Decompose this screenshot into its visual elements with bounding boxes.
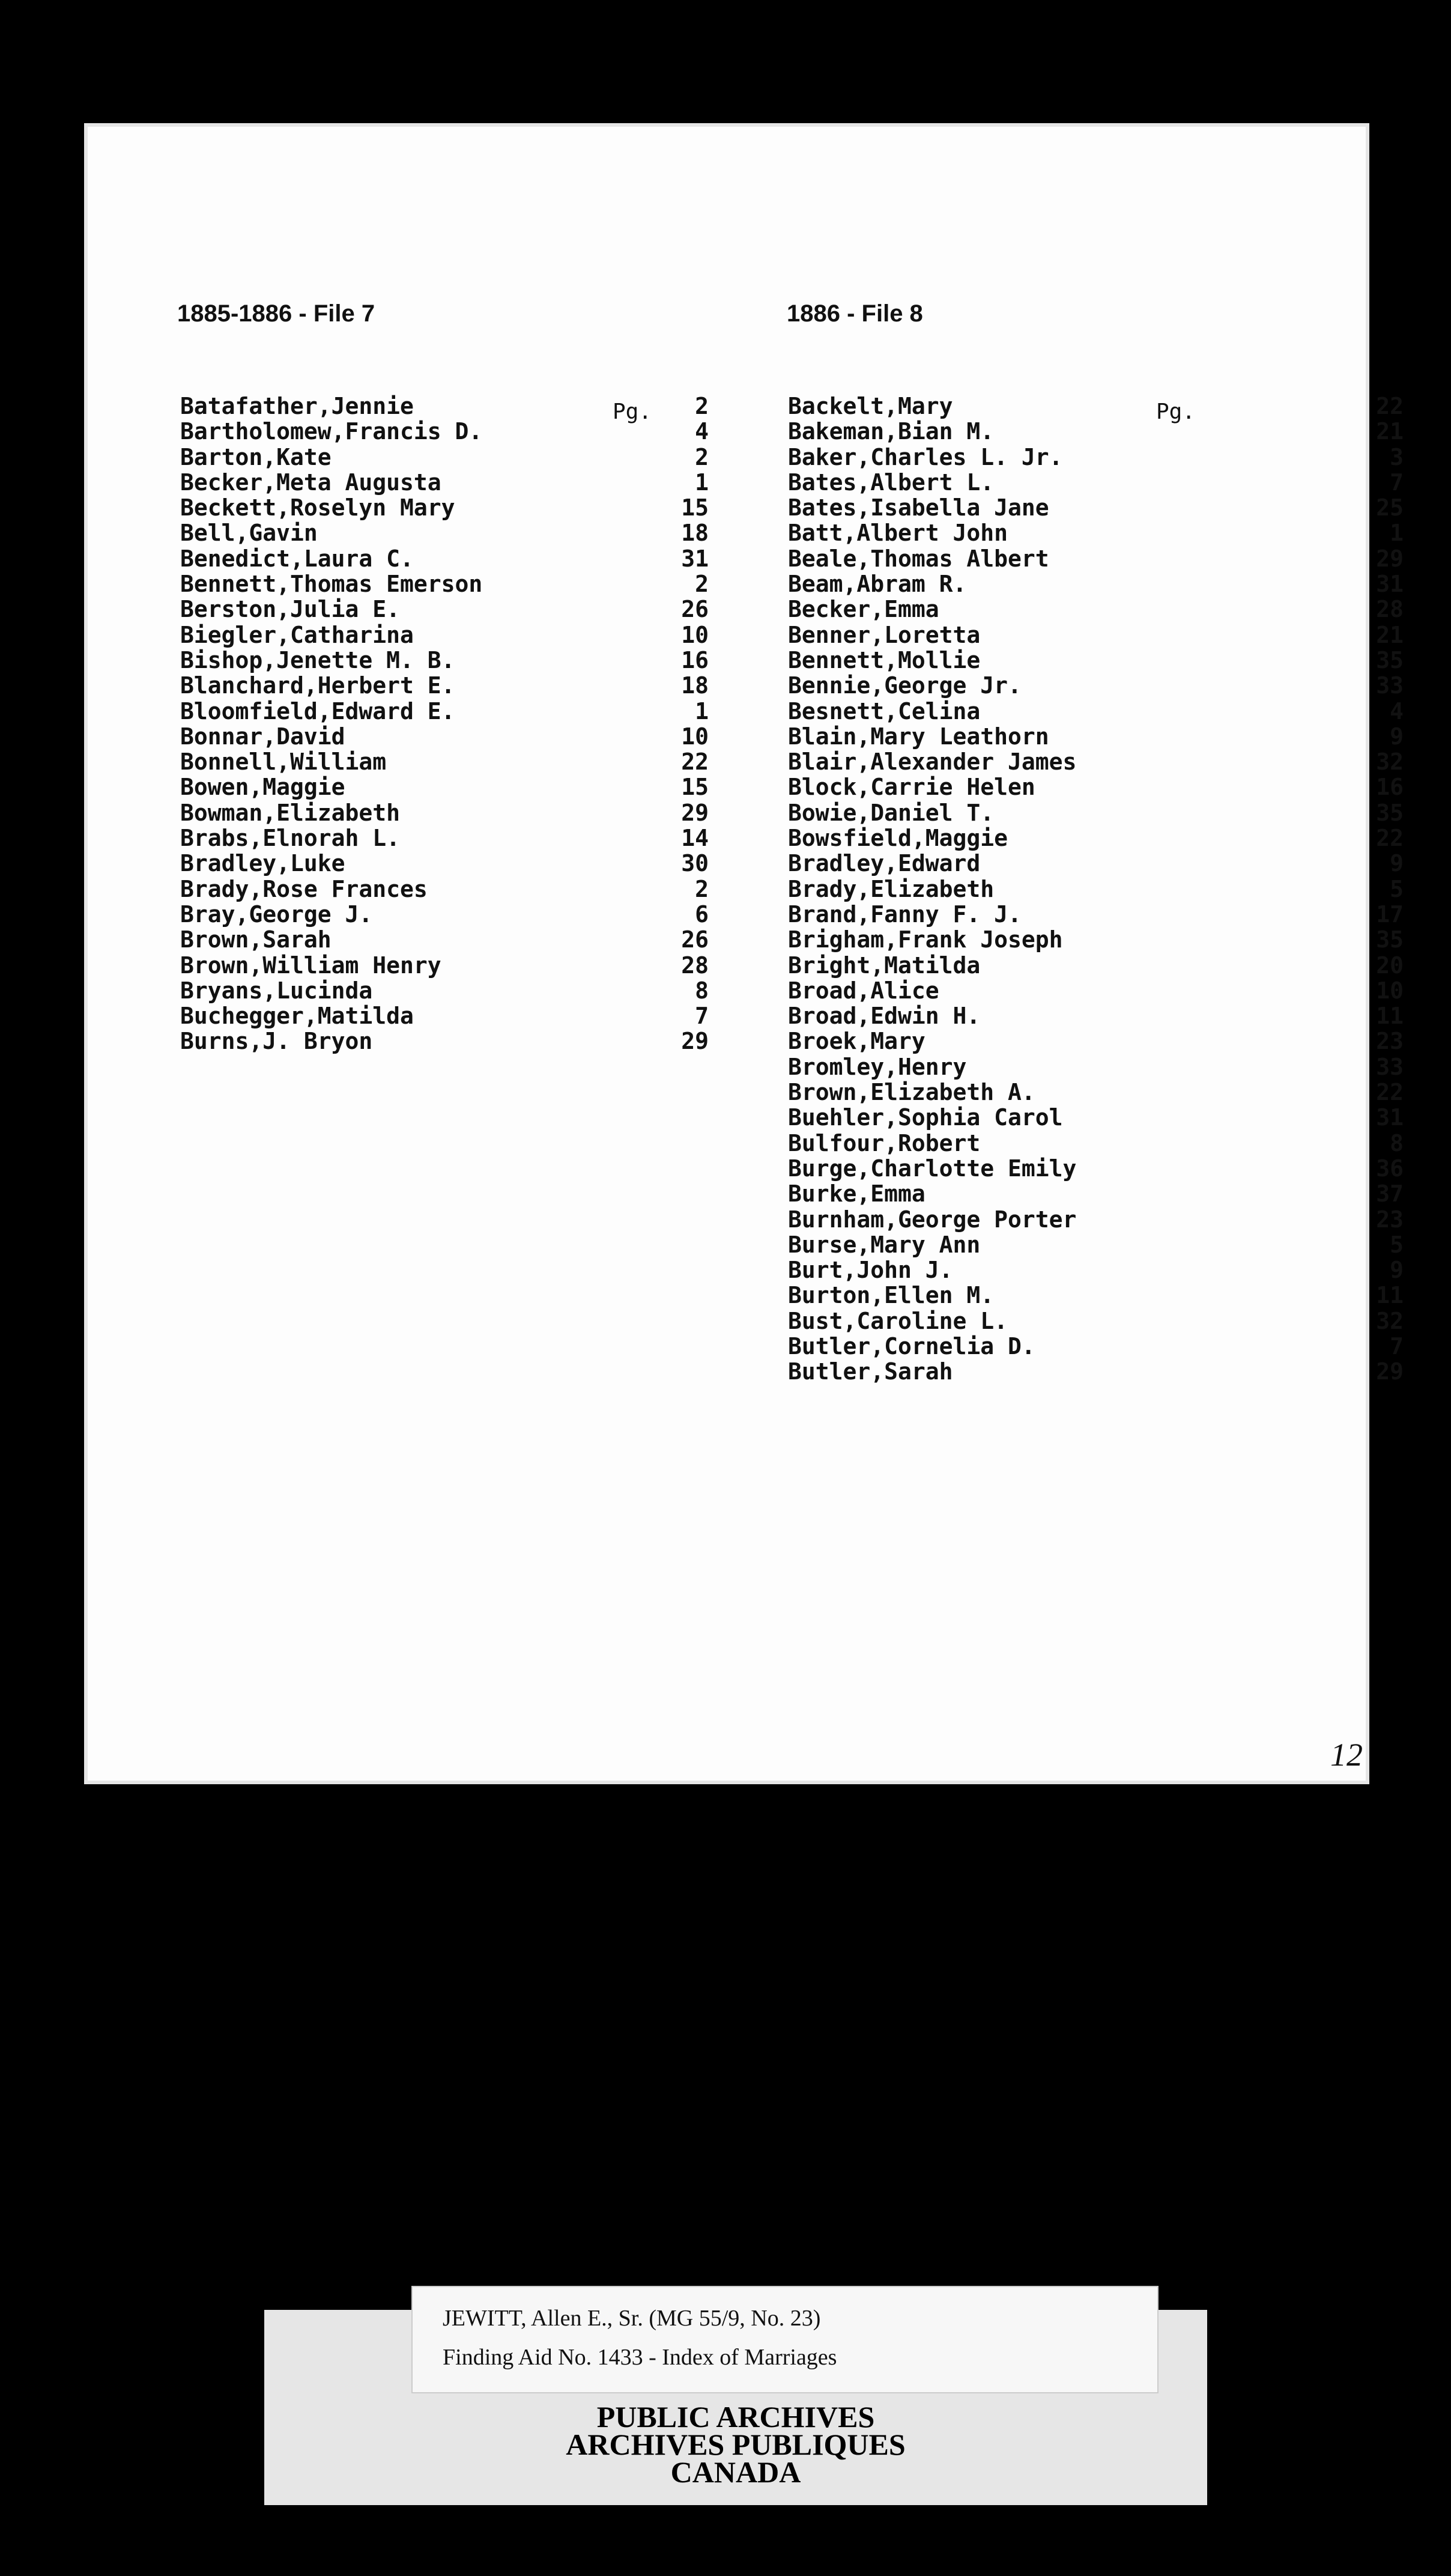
page-number: 12 (1330, 1737, 1363, 1773)
entry-name: Bennett,Mollie (788, 646, 981, 673)
entry-page: 4 (695, 418, 709, 445)
entry-name: Becker,Meta Augusta (180, 469, 441, 496)
index-entry (788, 622, 1404, 648)
index-entry (180, 495, 709, 520)
index-entry (788, 1308, 1404, 1334)
entry-page: 20 (1376, 952, 1404, 979)
index-entry (788, 876, 1404, 902)
card-line-finding-aid: Finding Aid No. 1433 - Index of Marriages (443, 2345, 837, 2370)
index-entry (788, 902, 1404, 927)
index-entry (788, 648, 1404, 673)
entry-name: Besnett,Celina (788, 697, 981, 724)
entry-name: Brady,Elizabeth (788, 875, 995, 902)
entry-page: 18 (681, 520, 709, 547)
entry-name: Blair,Alexander James (788, 749, 1077, 776)
stamp-line-country: CANADA (670, 2455, 801, 2489)
index-entry (788, 1156, 1404, 1181)
index-entry (180, 622, 709, 648)
entry-page: 37 (1376, 1180, 1404, 1208)
entry-page: 16 (681, 646, 709, 673)
entry-name: Biegler,Catharina (180, 621, 414, 648)
entry-page: 1 (695, 469, 709, 496)
stamp-line-french: ARCHIVES PUBLIQUES (566, 2428, 906, 2461)
index-entry (788, 800, 1404, 825)
entry-page: 15 (681, 774, 709, 801)
entry-name: Burns,J. Bryon (180, 1028, 373, 1055)
index-entry (180, 953, 709, 978)
entry-page: 31 (1376, 1104, 1404, 1131)
entry-name: Brady,Rose Frances (180, 875, 428, 902)
index-entry (788, 673, 1404, 698)
index-entry (180, 749, 709, 774)
entry-page: 28 (1376, 596, 1404, 623)
entry-name: Bradley,Luke (180, 850, 345, 877)
entry-name: Baker,Charles L. Jr. (788, 443, 1063, 470)
entry-page: 29 (681, 799, 709, 826)
right-pg-label: Pg. (1156, 399, 1196, 424)
index-entry (788, 978, 1404, 1003)
index-entry (180, 978, 709, 1003)
entry-page: 18 (681, 672, 709, 699)
entry-page: 35 (1376, 926, 1404, 953)
index-entry (788, 1334, 1404, 1359)
entry-page: 25 (1376, 494, 1404, 521)
entry-name: Backelt,Mary (788, 393, 953, 419)
entry-page: 11 (1376, 1003, 1404, 1030)
entry-page: 29 (1376, 1358, 1404, 1385)
entry-name: Bennie,George Jr. (788, 672, 1022, 699)
entry-name: Brown,Sarah (180, 926, 332, 953)
entry-page: 8 (1390, 1129, 1404, 1156)
entry-name: Brown,Elizabeth A. (788, 1079, 1035, 1106)
entry-page: 9 (1390, 723, 1404, 750)
entry-name: Bromley,Henry (788, 1053, 967, 1080)
entry-page: 31 (1376, 571, 1404, 598)
entry-page: 26 (681, 596, 709, 623)
index-entry (788, 546, 1404, 571)
index-entry (788, 851, 1404, 876)
left-index-list (180, 393, 709, 1054)
entry-page: 21 (1376, 621, 1404, 648)
card-line-fonds: JEWITT, Allen E., Sr. (MG 55/9, No. 23) (443, 2306, 821, 2331)
index-entry (180, 571, 709, 597)
entry-page: 3 (1390, 443, 1404, 470)
entry-page: 1 (695, 697, 709, 724)
entry-name: Burge,Charlotte Emily (788, 1155, 1077, 1182)
entry-name: Bowen,Maggie (180, 774, 345, 801)
entry-name: Benner,Loretta (788, 621, 981, 648)
index-entry (788, 1257, 1404, 1283)
index-entry (788, 520, 1404, 545)
index-entry (788, 1105, 1404, 1130)
entry-page: 6 (695, 901, 709, 928)
index-entry (180, 699, 709, 724)
entry-page: 32 (1376, 749, 1404, 776)
entry-page: 30 (681, 850, 709, 877)
index-entry (788, 1028, 1404, 1054)
entry-page: 17 (1376, 901, 1404, 928)
entry-name: Bonnell,William (180, 749, 387, 776)
index-entry (788, 749, 1404, 774)
entry-name: Bartholomew,Francis D. (180, 418, 483, 445)
entry-page: 33 (1376, 1053, 1404, 1080)
index-entry (788, 927, 1404, 952)
index-entry (180, 520, 709, 545)
finding-aid-label (411, 2286, 1159, 2393)
stamp-line-english: PUBLIC ARCHIVES (596, 2400, 875, 2434)
entry-page: 10 (681, 621, 709, 648)
entry-page: 35 (1376, 646, 1404, 673)
entry-page: 10 (681, 723, 709, 750)
entry-page: 9 (1390, 850, 1404, 877)
entry-page: 22 (681, 749, 709, 776)
index-entry (180, 1003, 709, 1028)
right-column-heading: 1886 - File 8 (787, 300, 923, 327)
entry-name: Batt,Albert John (788, 520, 1008, 547)
index-entry (180, 927, 709, 952)
entry-page: 26 (681, 926, 709, 953)
index-entry (788, 1054, 1404, 1080)
index-entry (788, 470, 1404, 495)
entry-page: 1 (1390, 520, 1404, 547)
entry-page: 22 (1376, 393, 1404, 419)
entry-name: Blain,Mary Leathorn (788, 723, 1049, 750)
entry-page: 7 (1390, 469, 1404, 496)
entry-page: 10 (1376, 977, 1404, 1004)
entry-page: 8 (695, 977, 709, 1004)
entry-page: 16 (1376, 774, 1404, 801)
entry-page: 35 (1376, 799, 1404, 826)
entry-name: Bell,Gavin (180, 520, 318, 547)
index-entry (180, 673, 709, 698)
index-entry (180, 648, 709, 673)
index-entry (788, 1003, 1404, 1028)
entry-name: Bakeman,Bian M. (788, 418, 995, 445)
entry-name: Beam,Abram R. (788, 571, 967, 598)
entry-page: 4 (1390, 697, 1404, 724)
index-entry (180, 597, 709, 622)
entry-name: Bennett,Thomas Emerson (180, 571, 483, 598)
index-entry (788, 1359, 1404, 1384)
entry-name: Block,Carrie Helen (788, 774, 1035, 801)
entry-name: Barton,Kate (180, 443, 332, 470)
entry-name: Broad,Alice (788, 977, 939, 1004)
entry-page: 31 (681, 545, 709, 572)
index-entry (180, 800, 709, 825)
index-entry (788, 445, 1404, 470)
right-index-list (788, 393, 1404, 1385)
entry-name: Burton,Ellen M. (788, 1282, 995, 1309)
index-entry (180, 393, 709, 419)
entry-page: 5 (1390, 875, 1404, 902)
entry-page: 22 (1376, 825, 1404, 852)
entry-name: Burke,Emma (788, 1180, 925, 1208)
entry-name: Bright,Matilda (788, 952, 981, 979)
index-entry (788, 1131, 1404, 1156)
index-entry (180, 445, 709, 470)
entry-page: 21 (1376, 418, 1404, 445)
entry-page: 11 (1376, 1282, 1404, 1309)
entry-page: 2 (695, 443, 709, 470)
index-entry (180, 546, 709, 571)
entry-page: 23 (1376, 1206, 1404, 1233)
index-entry (788, 495, 1404, 520)
entry-page: 36 (1376, 1155, 1404, 1182)
entry-page: 29 (1376, 545, 1404, 572)
entry-page: 7 (1390, 1332, 1404, 1359)
entry-name: Brown,William Henry (180, 952, 441, 979)
index-entry (180, 419, 709, 444)
entry-page: 2 (695, 875, 709, 902)
entry-name: Bishop,Jenette M. B. (180, 646, 455, 673)
left-column-heading: 1885-1886 - File 7 (177, 300, 375, 327)
entry-name: Bowie,Daniel T. (788, 799, 995, 826)
index-entry (788, 699, 1404, 724)
entry-name: Bonnar,David (180, 723, 345, 750)
left-pg-label: Pg. (613, 399, 652, 424)
entry-page: 2 (695, 393, 709, 419)
index-entry (788, 419, 1404, 444)
entry-name: Bates,Albert L. (788, 469, 995, 496)
entry-name: Broad,Edwin H. (788, 1003, 981, 1030)
index-entry (788, 1207, 1404, 1232)
entry-page: 22 (1376, 1079, 1404, 1106)
entry-name: Bulfour,Robert (788, 1129, 981, 1156)
entry-name: Brabs,Elnorah L. (180, 825, 401, 852)
archive-card (264, 2306, 1207, 2505)
index-entry (180, 876, 709, 902)
entry-name: Bust,Caroline L. (788, 1307, 1008, 1334)
entry-name: Bloomfield,Edward E. (180, 697, 455, 724)
entry-page: 9 (1390, 1257, 1404, 1284)
entry-name: Broek,Mary (788, 1028, 925, 1055)
entry-page: 33 (1376, 672, 1404, 699)
index-entry (788, 1232, 1404, 1257)
entry-name: Bray,George J. (180, 901, 373, 928)
entry-page: 14 (681, 825, 709, 852)
index-entry (788, 1080, 1404, 1105)
entry-name: Brigham,Frank Joseph (788, 926, 1063, 953)
entry-name: Bryans,Lucinda (180, 977, 373, 1004)
entry-name: Burt,John J. (788, 1257, 953, 1284)
entry-page: 15 (681, 494, 709, 521)
entry-name: Beckett,Roselyn Mary (180, 494, 455, 521)
entry-page: 29 (681, 1028, 709, 1055)
entry-page: 7 (695, 1003, 709, 1030)
index-entry (788, 393, 1404, 419)
document-page (84, 123, 1404, 1784)
entry-name: Beale,Thomas Albert (788, 545, 1049, 572)
index-entry (180, 470, 709, 495)
entry-name: Bates,Isabella Jane (788, 494, 1049, 521)
index-entry (788, 1283, 1404, 1308)
entry-name: Burnham,George Porter (788, 1206, 1077, 1233)
entry-name: Benedict,Laura C. (180, 545, 414, 572)
entry-name: Butler,Sarah (788, 1358, 953, 1385)
entry-name: Blanchard,Herbert E. (180, 672, 455, 699)
entry-page: 2 (695, 571, 709, 598)
index-entry (180, 724, 709, 749)
entry-name: Burse,Mary Ann (788, 1231, 981, 1258)
index-entry (180, 774, 709, 800)
index-entry (788, 1181, 1404, 1206)
index-entry (180, 902, 709, 927)
entry-name: Batafather,Jennie (180, 393, 414, 419)
entry-name: Bradley,Edward (788, 850, 981, 877)
archives-stamp (264, 2400, 1207, 2489)
entry-name: Butler,Cornelia D. (788, 1332, 1035, 1359)
entry-name: Brand,Fanny F. J. (788, 901, 1022, 928)
entry-name: Becker,Emma (788, 596, 939, 623)
index-entry (788, 724, 1404, 749)
index-entry (180, 825, 709, 851)
index-entry (788, 953, 1404, 978)
entry-page: 23 (1376, 1028, 1404, 1055)
index-entry (788, 774, 1404, 800)
entry-name: Bowman,Elizabeth (180, 799, 401, 826)
entry-page: 32 (1376, 1307, 1404, 1334)
entry-page: 5 (1390, 1231, 1404, 1258)
index-entry (180, 851, 709, 876)
index-entry (788, 825, 1404, 851)
index-entry (180, 1028, 709, 1054)
entry-page: 28 (681, 952, 709, 979)
entry-name: Buchegger,Matilda (180, 1003, 414, 1030)
index-entry (788, 597, 1404, 622)
entry-name: Berston,Julia E. (180, 596, 401, 623)
index-entry (788, 571, 1404, 597)
entry-name: Bowsfield,Maggie (788, 825, 1008, 852)
entry-name: Buehler,Sophia Carol (788, 1104, 1063, 1131)
